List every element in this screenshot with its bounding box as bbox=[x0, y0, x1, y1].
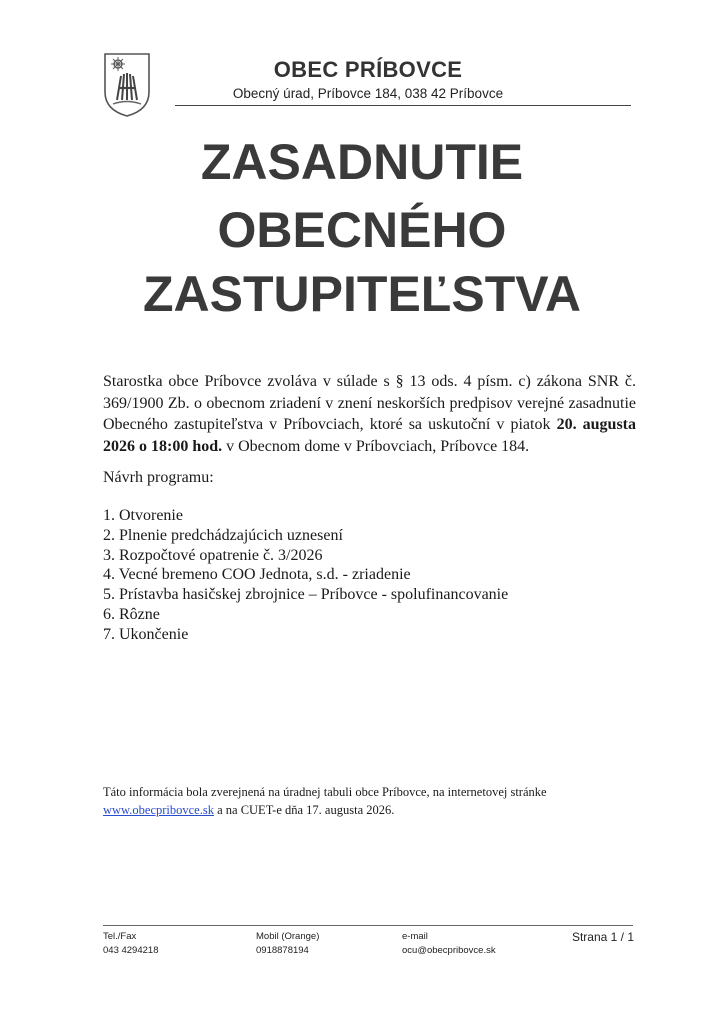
municipality-address: Obecný úrad, Príbovce 184, 038 42 Príbovce bbox=[232, 86, 504, 101]
mobile-label: Mobil (Orange) bbox=[256, 931, 320, 942]
invitation-paragraph bbox=[103, 371, 636, 457]
agenda-item: 3. Rozpočtové opatrenie č. 3/2026 bbox=[103, 546, 323, 564]
footer-mobile bbox=[256, 930, 319, 958]
email-label: e-mail bbox=[402, 931, 428, 942]
intro-location: v Obecnom dome v Príbovciach, Príbovce 184. bbox=[222, 437, 530, 455]
intro-text: Starostka obce Príbovce zvoláva v súlade s § 13 ods. 4 písm. c) zákona SNR č. 369/1900 Zb. o obecnom zriadení v znení neskorších predpisov verejné zasadnutie Obecného zastupiteľstva v Príbovciach, ktoré sa uskutoční v piatok bbox=[103, 373, 636, 433]
meeting-date-time: 20. augusta 2026 o 18:00 hod. bbox=[103, 416, 636, 455]
publication-notice bbox=[103, 783, 603, 819]
footer-phone bbox=[103, 930, 158, 958]
phone-value: 043 4294218 bbox=[103, 945, 159, 956]
website-link[interactable]: www.obecpribovce.sk bbox=[103, 803, 214, 817]
header-divider bbox=[175, 105, 631, 106]
coat-of-arms-icon bbox=[103, 52, 151, 118]
agenda-item: 4. Vecné bremeno COO Jednota, s.d. - zriadenie bbox=[103, 566, 411, 584]
footer-email bbox=[402, 930, 496, 958]
page-number: Strana 1 / 1 bbox=[571, 930, 634, 944]
mobile-value: 0918878194 bbox=[256, 945, 309, 956]
notice-text: Táto informácia bola zverejnená na úradnej tabuli obce Príbovce, na internetovej stránke bbox=[103, 785, 547, 799]
agenda-item: 6. Rôzne bbox=[103, 605, 160, 623]
heading-line-2: OBECNÉHO bbox=[217, 202, 507, 258]
agenda-item: 1. Otvorenie bbox=[103, 507, 183, 524]
municipality-title: OBEC PRÍBOVCE bbox=[273, 57, 463, 82]
agenda-item: 7. Ukončenie bbox=[103, 625, 189, 643]
notice-date: a na CUET-e dňa 17. augusta 2026. bbox=[213, 803, 395, 817]
phone-label: Tel./Fax bbox=[103, 931, 137, 942]
footer-divider bbox=[103, 925, 633, 926]
agenda-list bbox=[103, 506, 508, 645]
program-label: Návrh programu: bbox=[103, 469, 214, 486]
heading-line-3: ZASTUPITEĽSTVA bbox=[143, 266, 581, 322]
agenda-item: 5. Prístavba hasičskej zbrojnice – Príbovce - spolufinancovanie bbox=[103, 586, 509, 604]
agenda-item: 2. Plnenie predchádzajúcich uznesení bbox=[103, 526, 343, 544]
heading-line-1: ZASADNUTIE bbox=[200, 134, 524, 190]
email-value: ocu@obecpribovce.sk bbox=[402, 945, 496, 956]
